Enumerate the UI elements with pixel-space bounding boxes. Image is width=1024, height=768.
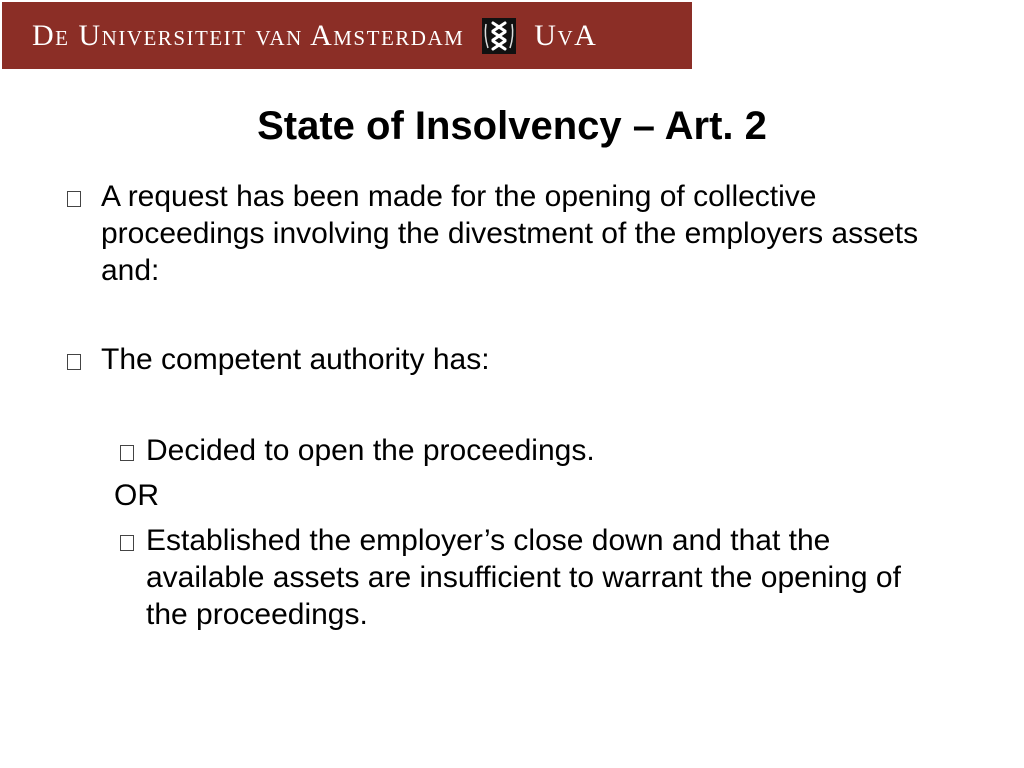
institution-name: De Universiteit van Amsterdam (32, 18, 465, 52)
square-bullet-icon (120, 535, 134, 551)
university-banner (2, 2, 692, 69)
sub-bullet-text: Established the employer’s close down and that the available assets are insufficient to warrant the opening of the proceedings. (146, 524, 901, 631)
bullet-text: The competent authority has: (101, 343, 490, 376)
slide-body (0, 178, 1024, 633)
slide-title: State of Insolvency – Art. 2 (257, 104, 767, 148)
or-separator: OR (114, 479, 159, 512)
sub-bullet-item (146, 522, 946, 633)
bullet-item (101, 341, 941, 378)
institution-abbreviation: UvA (534, 18, 598, 52)
uva-crest-icon (482, 18, 516, 54)
square-bullet-icon (67, 354, 81, 370)
bullet-text: A request has been made for the opening of collective proceedings involving the divestment of the employers assets and: (101, 180, 919, 287)
sub-bullet-text: Decided to open the proceedings. (146, 434, 595, 467)
square-bullet-icon (67, 191, 81, 207)
square-bullet-icon (120, 445, 134, 461)
bullet-item (101, 178, 941, 289)
sub-bullet-item (146, 432, 946, 469)
